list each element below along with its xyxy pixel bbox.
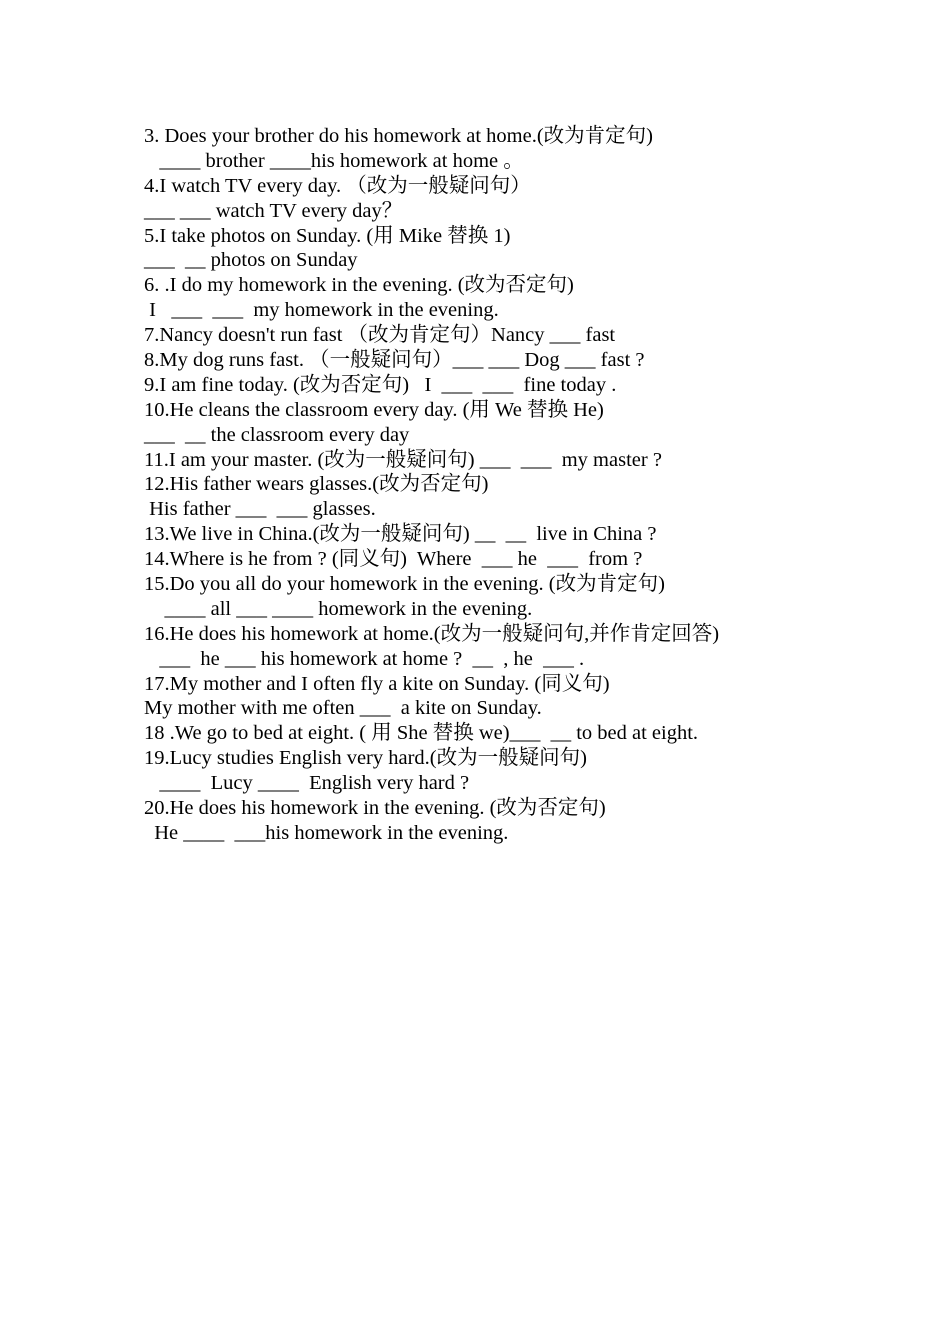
answer-line: ___ __ photos on Sunday <box>144 249 358 272</box>
exercise-line: 18 .We go to bed at eight. ( 用 She 替换 we)___ __ to bed at eight. <box>144 722 699 745</box>
answer-line: I ___ ___ my homework in the evening. <box>144 299 499 322</box>
answer-line: My mother with me often ___ a kite on Sunday. <box>144 697 542 720</box>
answer-line: His father ___ ___ glasses. <box>144 498 376 521</box>
answer-line: ____ Lucy ____ English very hard ? <box>144 772 470 795</box>
exercise-line: 5.I take photos on Sunday. (用 Mike 替换 1) <box>144 224 511 247</box>
answer-line: ___ __ the classroom every day <box>144 423 410 446</box>
exercise-line: 4.I watch TV every day. （改为一般疑问句） <box>144 174 531 197</box>
exercise-line: 13.We live in China.(改为一般疑问句) __ __ live in China ? <box>144 523 657 546</box>
exercise-line: 14.Where is he from ? (同义句) Where ___ he ___ from ? <box>144 548 643 571</box>
answer-line: ____ all ___ ____ homework in the evening. <box>144 597 533 620</box>
answer-line: He ____ ___his homework in the evening. <box>144 821 509 844</box>
exercise-line: 20.He does his homework in the evening. (改为否定句) <box>144 797 606 820</box>
exercise-line: 7.Nancy doesn't run fast （改为肯定句）Nancy ___ fast <box>144 324 616 347</box>
answer-line: ___ he ___ his homework at home ? __ , he ___ . <box>144 647 585 670</box>
exercise-line: 11.I am your master. (改为一般疑问句) ___ ___ my master ? <box>144 448 662 471</box>
exercise-line: 8.My dog runs fast. （一般疑问句）___ ___ Dog ___ fast ? <box>144 349 645 372</box>
exercise-line: 9.I am fine today. (改为否定句) I ___ ___ fine today . <box>144 373 617 396</box>
exercise-list <box>144 124 904 846</box>
exercise-line: 17.My mother and I often fly a kite on Sunday. (同义句) <box>144 672 610 695</box>
exercise-line: 3. Does your brother do his homework at home.(改为肯定句) <box>144 125 653 147</box>
exercise-line: 6. .I do my homework in the evening. (改为否定句) <box>144 274 574 297</box>
exercise-line: 12.His father wears glasses.(改为否定句) <box>144 473 489 496</box>
answer-line: ____ brother ____his homework at home 。 <box>144 149 524 172</box>
exercise-line: 15.Do you all do your homework in the evening. (改为肯定句) <box>144 573 665 596</box>
exercise-line: 16.He does his homework at home.(改为一般疑问句,并作肯定回答) <box>144 622 720 645</box>
exercise-line: 19.Lucy studies English very hard.(改为一般疑问句) <box>144 747 587 770</box>
exercise-line: 10.He cleans the classroom every day. (用 We 替换 He) <box>144 398 604 421</box>
answer-line: ___ ___ watch TV every day？ <box>144 199 403 222</box>
